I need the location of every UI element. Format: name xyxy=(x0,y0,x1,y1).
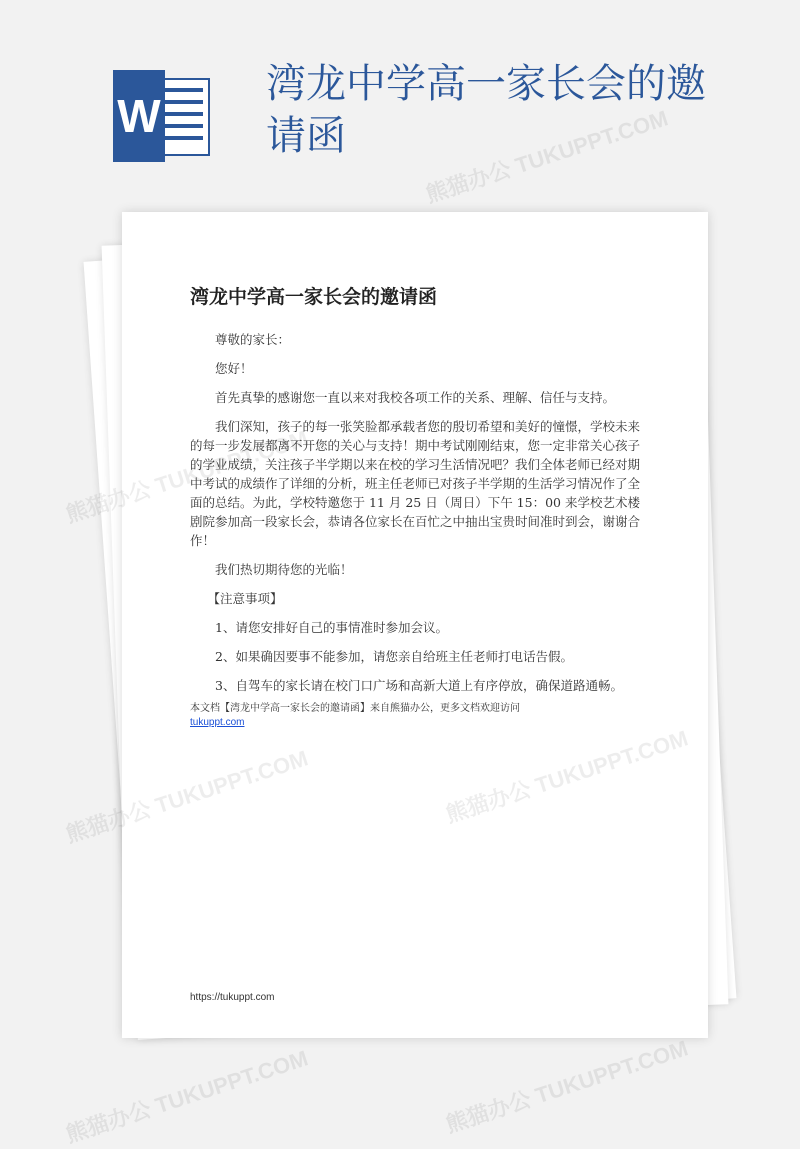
word-icon xyxy=(113,70,213,162)
footnote-link[interactable]: tukuppt.com xyxy=(190,717,245,728)
greeting: 您好！ xyxy=(215,361,253,376)
document-page xyxy=(122,212,708,1038)
watermark: 熊猫办公 TUKUPPT.COM xyxy=(62,1045,311,1148)
note-item: 2、如果确因要事不能参加，请您亲自给班主任老师打电话告假。 xyxy=(215,649,573,664)
notes-title: 【注意事项】 xyxy=(207,591,283,606)
header xyxy=(0,0,800,200)
header-title: 湾龙中学高一家长会的邀请函 xyxy=(266,61,706,159)
note-item: 3、自驾车的家长请在校门口广场和高新大道上有序停放，确保道路通畅。 xyxy=(215,678,623,693)
watermark: 熊猫办公 xyxy=(62,796,155,848)
watermark: 熊猫办公 TUKUPPT.COM xyxy=(422,105,671,208)
paragraph: 我们深知，孩子的每一张笑脸都承载者您的殷切希望和美好的憧憬，学校未来的每一步发展都离不开您的关心与支持！期中考试刚刚结束，您一定非常关心孩子的学业成绩，关注孩子半学期以来在校的学习生活情况吧？我们全体老师已经对期中考试的成绩作了详细的分析，班主任老师已对孩子半学期的生活学习情况作了全面的总结。为此，学校特邀您于 11 月 25 日（周日）下午 15：00 来学校艺术楼剧院参加高一段家长会，恭请各位家长在百忙之中抽出宝贵时间准时到会，谢谢合作！ xyxy=(190,419,641,548)
word-icon-letter: W xyxy=(113,70,165,162)
salutation: 尊敬的家长： xyxy=(215,332,291,347)
footnote-text: 本文档【湾龙中学高一家长会的邀请函】来自熊猫办公，更多文档欢迎访问 xyxy=(190,703,520,714)
note-item: 1、请您安排好自己的事情准时参加会议。 xyxy=(215,620,448,635)
document-body xyxy=(190,330,640,705)
watermark: 熊猫办公 TUKUPPT.COM xyxy=(442,1035,691,1138)
paragraph: 我们热切期待您的光临！ xyxy=(215,562,353,577)
page-title: 湾龙中学高一家长会的邀请函 xyxy=(190,286,438,308)
paragraph: 首先真挚的感谢您一直以来对我校各项工作的关系、理解、信任与支持。 xyxy=(215,390,616,405)
footnote xyxy=(190,702,520,730)
footer-url: https://tukuppt.com xyxy=(190,992,275,1003)
